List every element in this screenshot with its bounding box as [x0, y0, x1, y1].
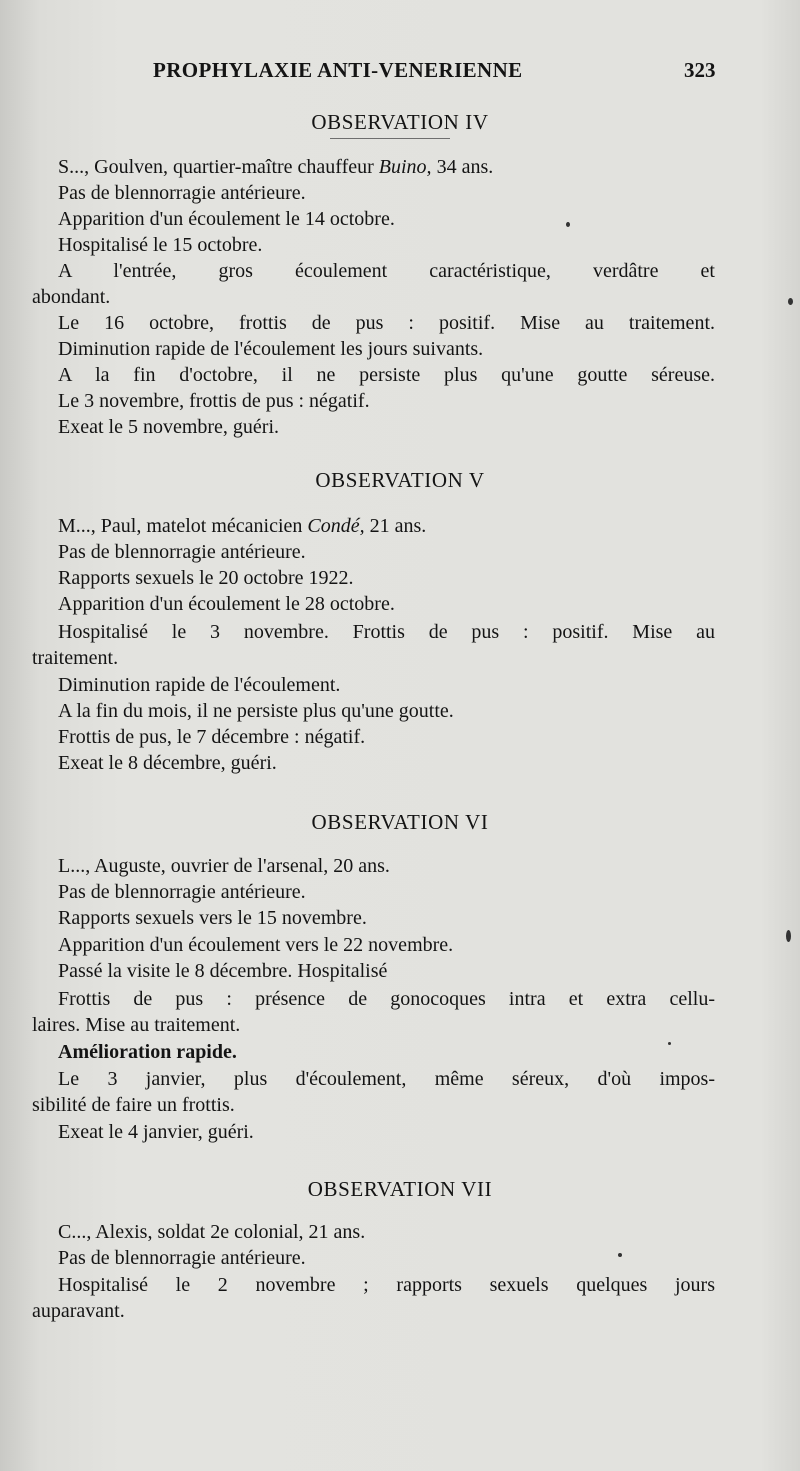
ship-name: Buino,	[378, 156, 432, 178]
text-line: Rapports sexuels vers le 15 novembre.	[58, 907, 367, 929]
heading-rule	[330, 138, 450, 139]
patient-name: S..., Goulven, quartier-maître chauffeur	[58, 156, 374, 178]
text-line: Exeat le 5 novembre, guéri.	[58, 416, 280, 438]
text-line: Exeat le 4 janvier, guéri.	[58, 1121, 254, 1143]
observation-heading: OBSERVATION VI	[311, 810, 489, 834]
text-line: Pas de blennorragie antérieure.	[58, 1247, 306, 1269]
text-line: sibilité de faire un frottis.	[32, 1094, 235, 1116]
text-line: Pas de blennorragie antérieure.	[58, 541, 306, 563]
text-line: Hospitalisé le 2 novembre ; rapports sexuels quelques jours	[58, 1274, 715, 1296]
text-line: auparavant.	[32, 1300, 125, 1322]
scan-speck	[786, 930, 791, 942]
text-line: Pas de blennorragie antérieure.	[58, 182, 306, 204]
patient-intro: C..., Alexis, soldat 2e colonial, 21 ans.	[58, 1221, 366, 1243]
text-line: Apparition d'un écoulement le 14 octobre.	[58, 208, 395, 230]
scan-speck	[566, 222, 570, 227]
text-line: Amélioration rapide.	[58, 1041, 237, 1063]
observation-heading: OBSERVATION V	[315, 468, 485, 492]
text-line: Diminution rapide de l'écoulement.	[58, 674, 341, 696]
text-line: Frottis de pus : présence de gonocoques intra et extra cellu-	[58, 988, 715, 1010]
scan-speck	[788, 298, 793, 305]
running-title: PROPHYLAXIE ANTI-VENERIENNE	[153, 58, 523, 82]
text-line: Pas de blennorragie antérieure.	[58, 881, 306, 903]
text-line: laires. Mise au traitement.	[32, 1014, 241, 1036]
text-line: A la fin du mois, il ne persiste plus qu'une goutte.	[58, 700, 454, 722]
running-head	[0, 58, 800, 88]
text-line: Hospitalisé le 3 novembre. Frottis de pus : positif. Mise au	[58, 621, 715, 643]
text-line: Apparition d'un écoulement vers le 22 novembre.	[58, 934, 454, 956]
text-line: A l'entrée, gros écoulement caractéristique, verdâtre et	[58, 260, 715, 282]
text-line: Passé la visite le 8 décembre. Hospitalisé	[58, 960, 388, 982]
text-line: Rapports sexuels le 20 octobre 1922.	[58, 567, 354, 589]
text-line: Le 3 janvier, plus d'écoulement, même séreux, d'où impos-	[58, 1068, 715, 1090]
text-line: Hospitalisé le 15 octobre.	[58, 234, 263, 256]
text-line: Diminution rapide de l'écoulement les jours suivants.	[58, 338, 484, 360]
scan-speck	[668, 1042, 671, 1045]
patient-intro: L..., Auguste, ouvrier de l'arsenal, 20 ans.	[58, 855, 390, 877]
text-line: traitement.	[32, 647, 119, 669]
observation-heading: OBSERVATION VII	[307, 1177, 493, 1201]
text-line: Le 3 novembre, frottis de pus : négatif.	[58, 390, 370, 412]
ship-name: Condé,	[307, 515, 365, 537]
text-line: Frottis de pus, le 7 décembre : négatif.	[58, 726, 366, 748]
patient-intro	[58, 154, 493, 180]
scan-speck	[618, 1253, 622, 1257]
page-number: 323	[684, 58, 716, 82]
text-line: Exeat le 8 décembre, guéri.	[58, 752, 277, 774]
text-line: A la fin d'octobre, il ne persiste plus qu'une goutte séreuse.	[58, 364, 715, 386]
patient-age: 21 ans.	[369, 515, 427, 537]
patient-age: 34 ans.	[436, 156, 494, 178]
patient-name: M..., Paul, matelot mécanicien	[58, 515, 303, 537]
text-line: abondant.	[32, 286, 111, 308]
patient-intro	[58, 513, 426, 539]
text-line: Apparition d'un écoulement le 28 octobre.	[58, 593, 395, 615]
text-line: Le 16 octobre, frottis de pus : positif. Mise au traitement.	[58, 312, 715, 334]
observation-heading: OBSERVATION IV	[311, 110, 489, 134]
